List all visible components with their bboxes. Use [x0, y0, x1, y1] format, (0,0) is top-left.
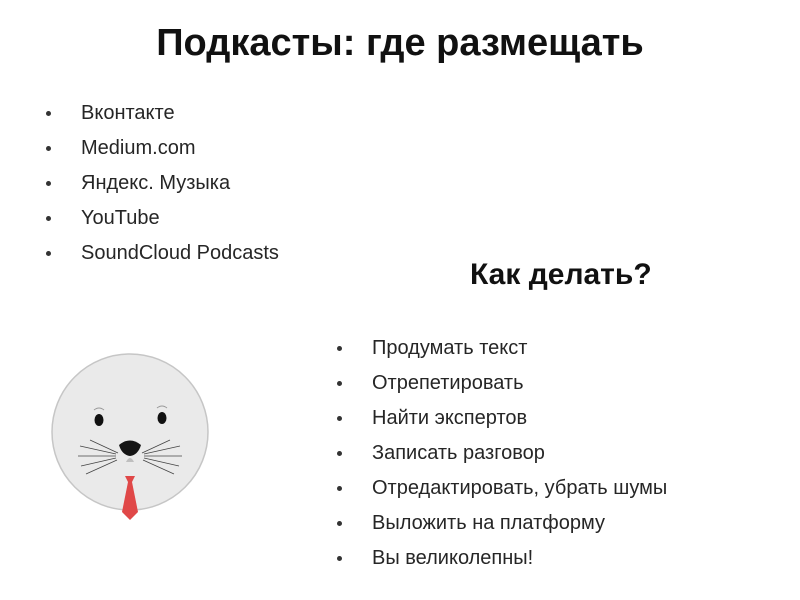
- bullet-icon: [337, 556, 342, 561]
- list-item: [46, 201, 279, 236]
- list-item-label: Записать разговор: [372, 442, 545, 464]
- list-item-label: Выложить на платформу: [372, 512, 605, 534]
- bullet-icon: [337, 346, 342, 351]
- list-item: [337, 506, 667, 541]
- list-item: [337, 401, 667, 436]
- list-item: [337, 436, 667, 471]
- list-item: [46, 131, 279, 166]
- bullet-icon: [46, 216, 51, 221]
- bullet-icon: [46, 251, 51, 256]
- platforms-list: [46, 96, 279, 271]
- list-item-label: Medium.com: [81, 137, 196, 159]
- list-item-label: Вконтакте: [81, 102, 175, 124]
- steps-list: [337, 331, 667, 576]
- how-to-heading: Как делать?: [470, 258, 652, 291]
- bullet-icon: [337, 486, 342, 491]
- seal-with-tie-icon: [50, 350, 210, 526]
- list-item-label: Яндекс. Музыка: [81, 172, 231, 194]
- slide-title: Подкасты: где размещать: [156, 22, 644, 64]
- list-item: [46, 166, 279, 201]
- list-item-label: SoundCloud Podcasts: [81, 242, 279, 264]
- list-item: [46, 236, 279, 271]
- list-item-label: YouTube: [81, 207, 160, 229]
- bullet-icon: [337, 451, 342, 456]
- bullet-icon: [337, 521, 342, 526]
- bullet-icon: [337, 416, 342, 421]
- list-item-label: Найти экспертов: [372, 407, 528, 429]
- list-item: [337, 471, 667, 506]
- list-item-label: Отрепетировать: [372, 372, 524, 394]
- list-item: [337, 331, 667, 366]
- bullet-icon: [46, 111, 51, 116]
- list-item: [337, 366, 667, 401]
- bullet-icon: [337, 381, 342, 386]
- list-item-label: Продумать текст: [372, 337, 528, 359]
- list-item: [46, 96, 279, 131]
- bullet-icon: [46, 181, 51, 186]
- list-item-label: Отредактировать, убрать шумы: [372, 477, 668, 499]
- bullet-icon: [46, 146, 51, 151]
- list-item: [337, 541, 667, 576]
- list-item-label: Вы великолепны!: [372, 547, 534, 569]
